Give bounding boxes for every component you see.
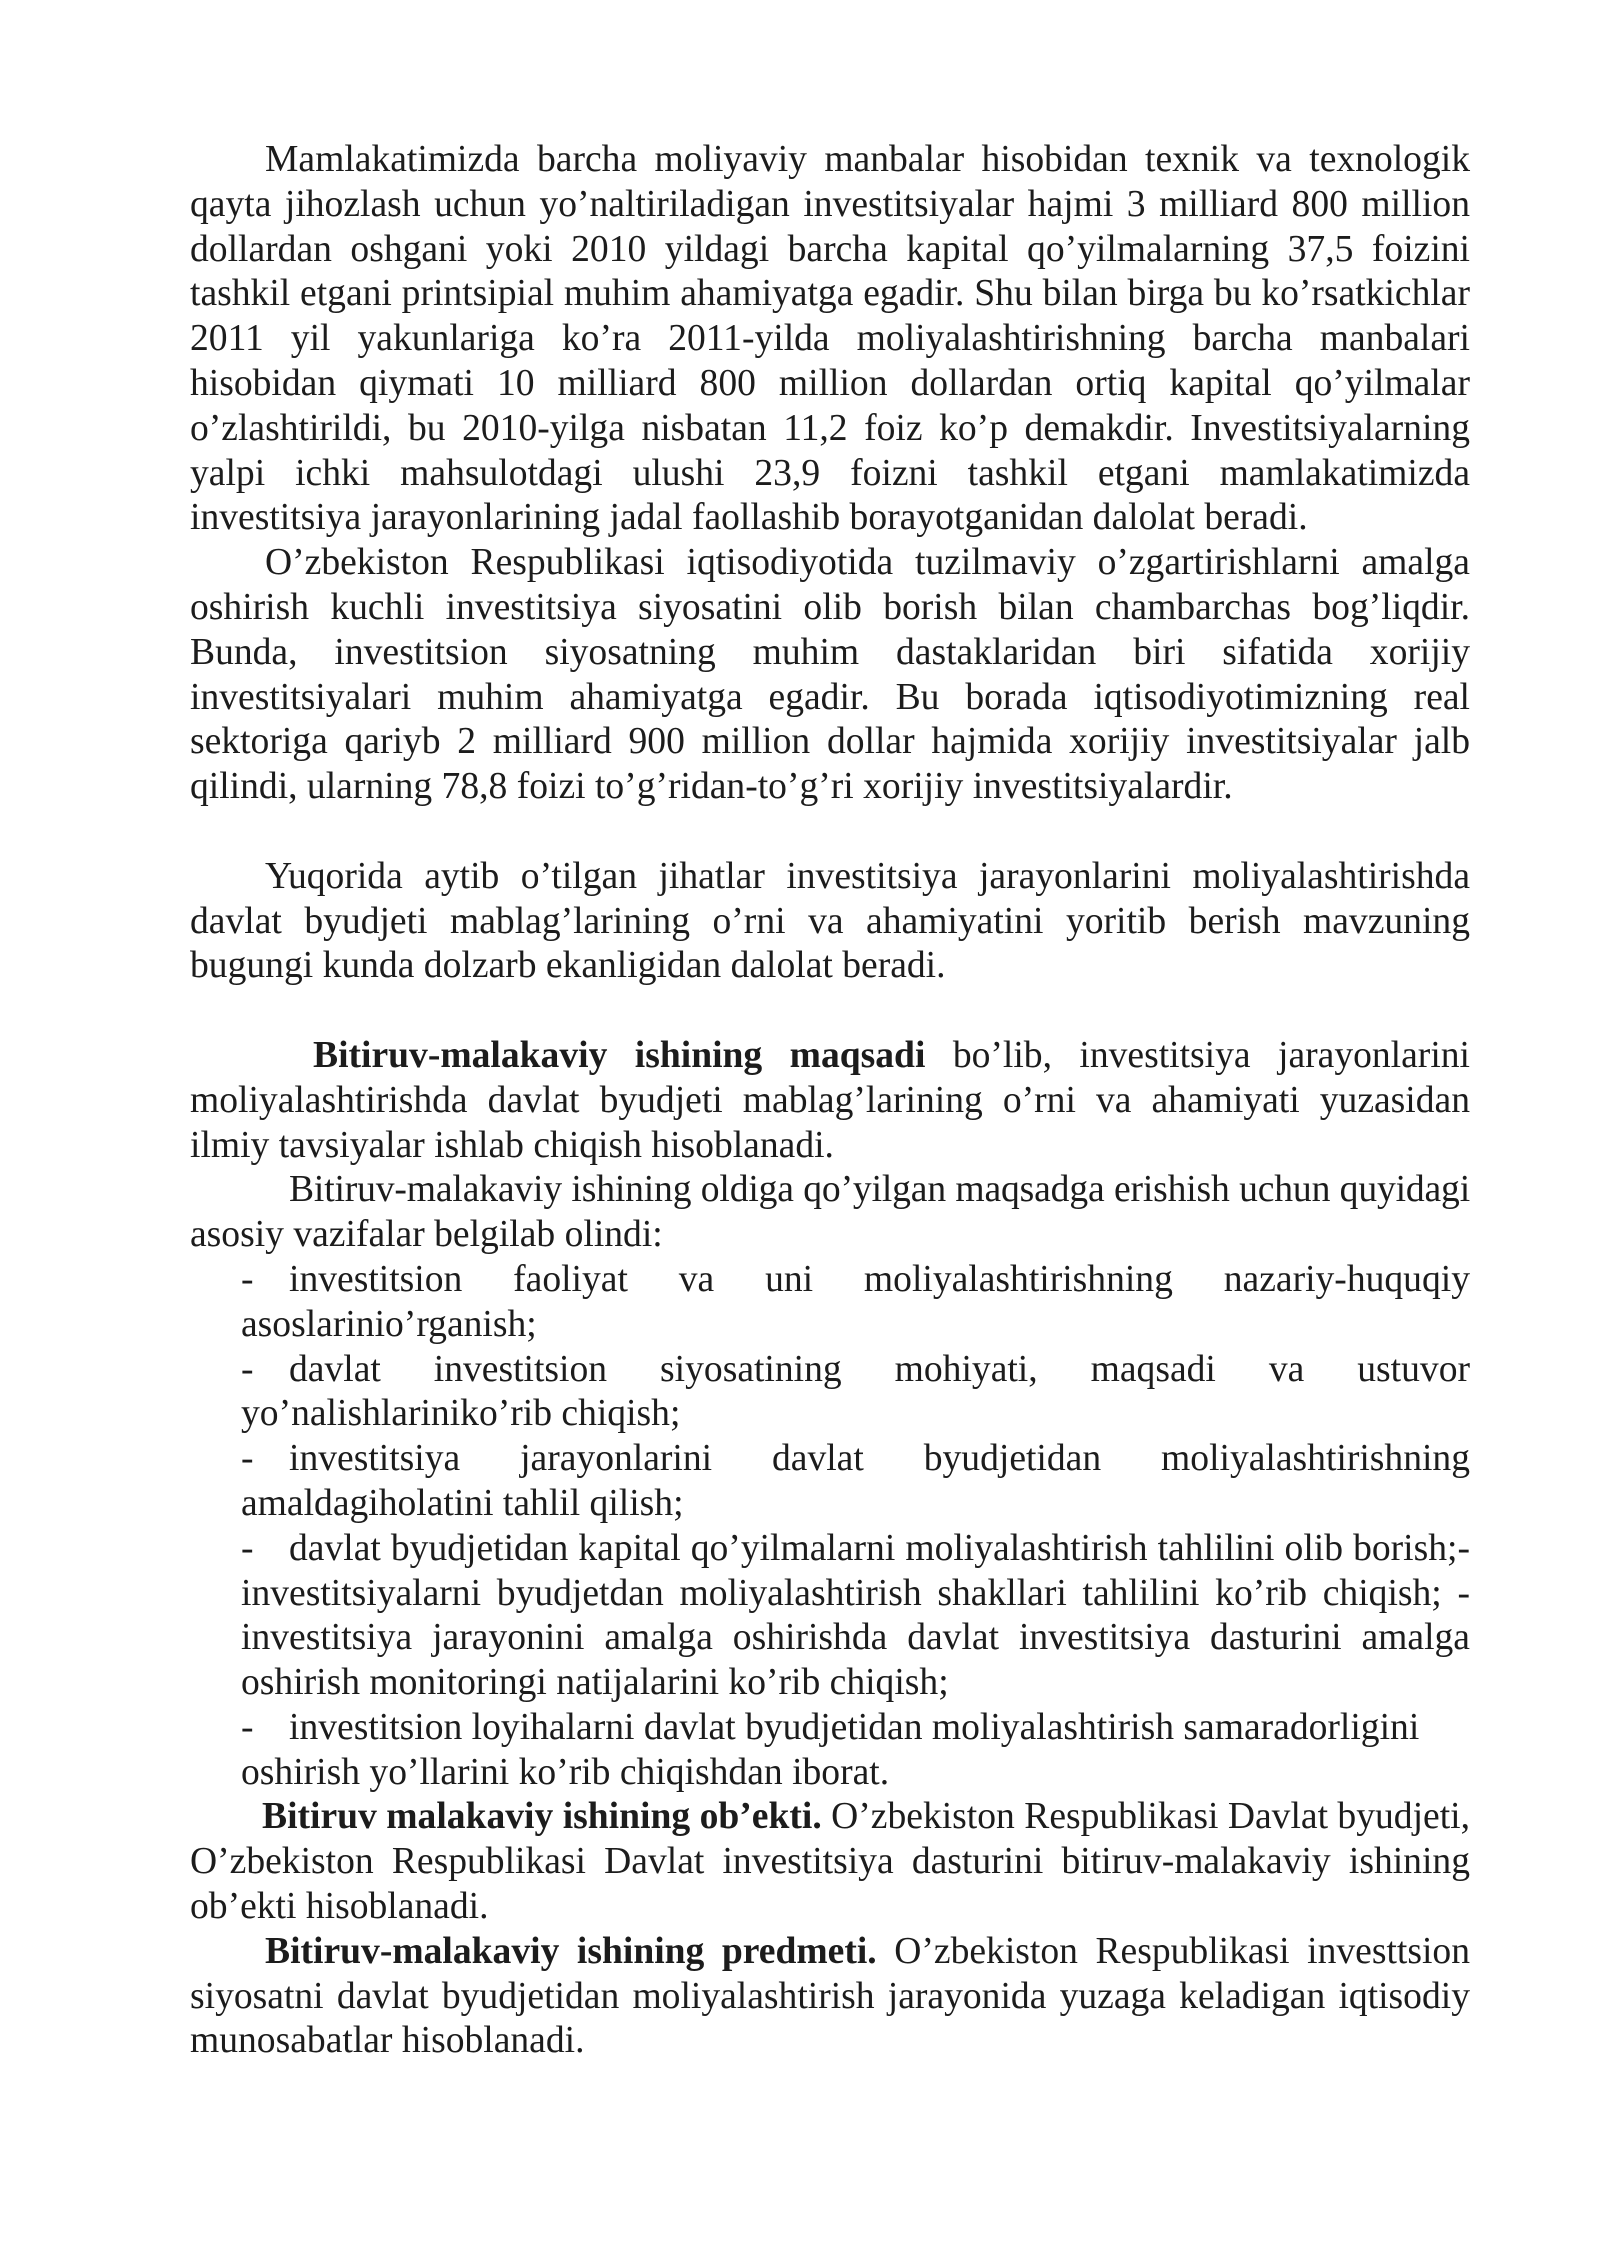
task-list-item [241,1348,1470,1438]
paragraph-line: Yuqorida aytib o’tilgan jihatlar investitsiya jarayonlarini moliyalashtirishda [265,855,1470,897]
aim-heading: Bitiruv-malakaviy ishining maqsadi [313,1034,926,1076]
list-item-line: davlat investitsion siyosatining mohiyati, maqsadi va ustuvor [289,1348,1470,1390]
paragraph-line: davlat byudjeti mablag’larining o’rni va ahamiyatini yoritib berish mavzuning [190,900,1470,942]
paragraph-line: qayta jihozlash uchun yo’naltiriladigan investitsiyalar hajmi 3 milliard 800 million [190,183,1470,225]
task-list-item [241,1258,1470,1348]
paragraph-line: Bunda, investitsion siyosatning muhim dastaklaridan biri sifatida xorijiy [190,631,1470,673]
list-item-line: oshirish yo’llarini ko’rib chiqishdan iborat. [241,1751,890,1793]
list-item-line: investitsiyalarni byudjetdan moliyalashtirish shakllari tahlilini ko’rib chiqish; - [241,1572,1470,1614]
list-item-line: investitsion loyihalarni davlat byudjetidan moliyalashtirish samaradorligini [289,1706,1420,1748]
object-heading: Bitiruv malakaviy ishining ob’ekti. [262,1796,822,1838]
list-marker: - [241,1706,254,1748]
task-list-item [241,1437,1470,1527]
blank-line [190,810,1470,855]
paragraph-line: ilmiy tavsiyalar ishlab chiqish hisoblanadi. [190,1124,834,1166]
list-item-line: investitsiya jarayonlarini davlat byudjetidan moliyalashtirishning [289,1438,1470,1480]
paragraph-line: investitsiyalari muhim ahamiyatga egadir. Bu borada iqtisodiyotimizning real [190,676,1470,718]
paragraph-thesis-aim [190,1034,1470,1168]
document-body [190,138,1470,2064]
list-item-line: investitsion faoliyat va uni moliyalashtirishning nazariy-huquqiy [289,1258,1470,1300]
paragraph-line [190,1930,1470,1975]
subject-text: O’zbekiston Respublikasi investtsion [894,1930,1470,1972]
paragraph-thesis-subject [190,1930,1470,2064]
object-text: O’zbekiston Respublikasi Davlat byudjeti, [831,1796,1470,1838]
paragraph-line: ob’ekti hisoblanadi. [190,1886,489,1928]
list-marker: - [241,1348,254,1390]
paragraph-line: hisobidan qiymati 10 milliard 800 million dollardan ortiq kapital qo’yilmalar [190,362,1470,404]
paragraph-line: dollardan oshgani yoki 2010 yildagi barcha kapital qo’yilmalarning 37,5 foizini [190,228,1470,270]
paragraph-line: O’zbekiston Respublikasi Davlat investitsiya dasturini bitiruv-malakaviy ishining [190,1841,1470,1883]
paragraph-line: Mamlakatimizda barcha moliyaviy manbalar hisobidan texnik va texnologik [265,139,1470,180]
paragraph-line: 2011 yil yakunlariga ko’ra 2011-yilda moliyalashtirishning barcha manbalari [190,318,1470,360]
paragraph-line: bugungi kunda dolzarb ekanligidan dalolat beradi. [190,945,946,987]
list-item-line: amaldagiholatini tahlil qilish; [241,1482,684,1524]
list-item-line: davlat byudjetidan kapital qo’yilmalarni moliyalashtirish tahlilini olib borish;- [289,1527,1470,1569]
paragraph-investment-volume [190,138,1470,541]
blank-line [190,989,1470,1034]
paragraph-line: O’zbekiston Respublikasi iqtisodiyotida tuzilmaviy o’zgartirishlarni amalga [265,542,1470,584]
list-item-line: investitsiya jarayonini amalga oshirishda davlat investitsiya dasturini amalga [241,1617,1470,1659]
paragraph-line: Bitiruv-malakaviy ishining oldiga qo’yilgan maqsadga erishish uchun quyidagi [289,1169,1470,1211]
paragraph-line: siyosatni davlat byudjetidan moliyalashtirish jarayonida yuzaga keladigan iqtisodiy [190,1975,1470,2017]
paragraph-investment-policy [190,541,1470,810]
list-marker: - [241,1438,254,1480]
paragraph-line: tashkil etgani printsipial muhim ahamiyatga egadir. Shu bilan birga bu ko’rsatkichlar [190,273,1470,315]
paragraph-line: moliyalashtirishda davlat byudjeti mablag’larining o’rni va ahamiyati yuzasidan [190,1079,1470,1121]
subject-heading: Bitiruv-malakaviy ishining predmeti. [265,1930,877,1972]
list-marker: - [241,1258,254,1300]
paragraph-line: sektoriga qariyb 2 milliard 900 million dollar hajmida xorijiy investitsiyalar jalb [190,721,1470,763]
paragraph-line: qilindi, ularning 78,8 foizi to’g’ridan-to’g’ri xorijiy investitsiyalardir. [190,766,1233,808]
paragraph-line: o’zlashtirildi, bu 2010-yilga nisbatan 11,2 foiz ko’p demakdir. Investitsiyalarning [190,407,1470,449]
list-item-line: oshirish monitoringi natijalarini ko’rib chiqish; [241,1662,949,1704]
list-item-line: yo’nalishlariniko’rib chiqish; [241,1393,681,1435]
paragraph-line: asosiy vazifalar belgilab olindi: [190,1214,663,1256]
paragraph-line: munosabatlar hisoblanadi. [190,2020,585,2062]
paragraph-line [190,1795,1470,1840]
list-marker: - [241,1527,254,1569]
paragraph-line: investitsiya jarayonlarining jadal faollashib borayotganidan dalolat beradi. [190,497,1308,539]
aim-text: bo’lib, investitsiya jarayonlarini [952,1034,1470,1076]
paragraph-thesis-object [190,1795,1470,1929]
paragraph-line: yalpi ichki mahsulotdagi ulushi 23,9 foizni tashkil etgani mamlakatimizda [190,452,1470,494]
task-list-item [241,1527,1470,1706]
paragraph-line [190,1034,1470,1079]
list-item-line: asoslarinio’rganish; [241,1303,537,1345]
paragraph-topic-relevance [190,855,1470,989]
tasks-list [190,1258,1470,1796]
task-list-item [241,1706,1470,1796]
paragraph-tasks-intro [190,1168,1470,1258]
paragraph-line: oshirish kuchli investitsiya siyosatini olib borish bilan chambarchas bog’liqdir. [190,586,1470,628]
